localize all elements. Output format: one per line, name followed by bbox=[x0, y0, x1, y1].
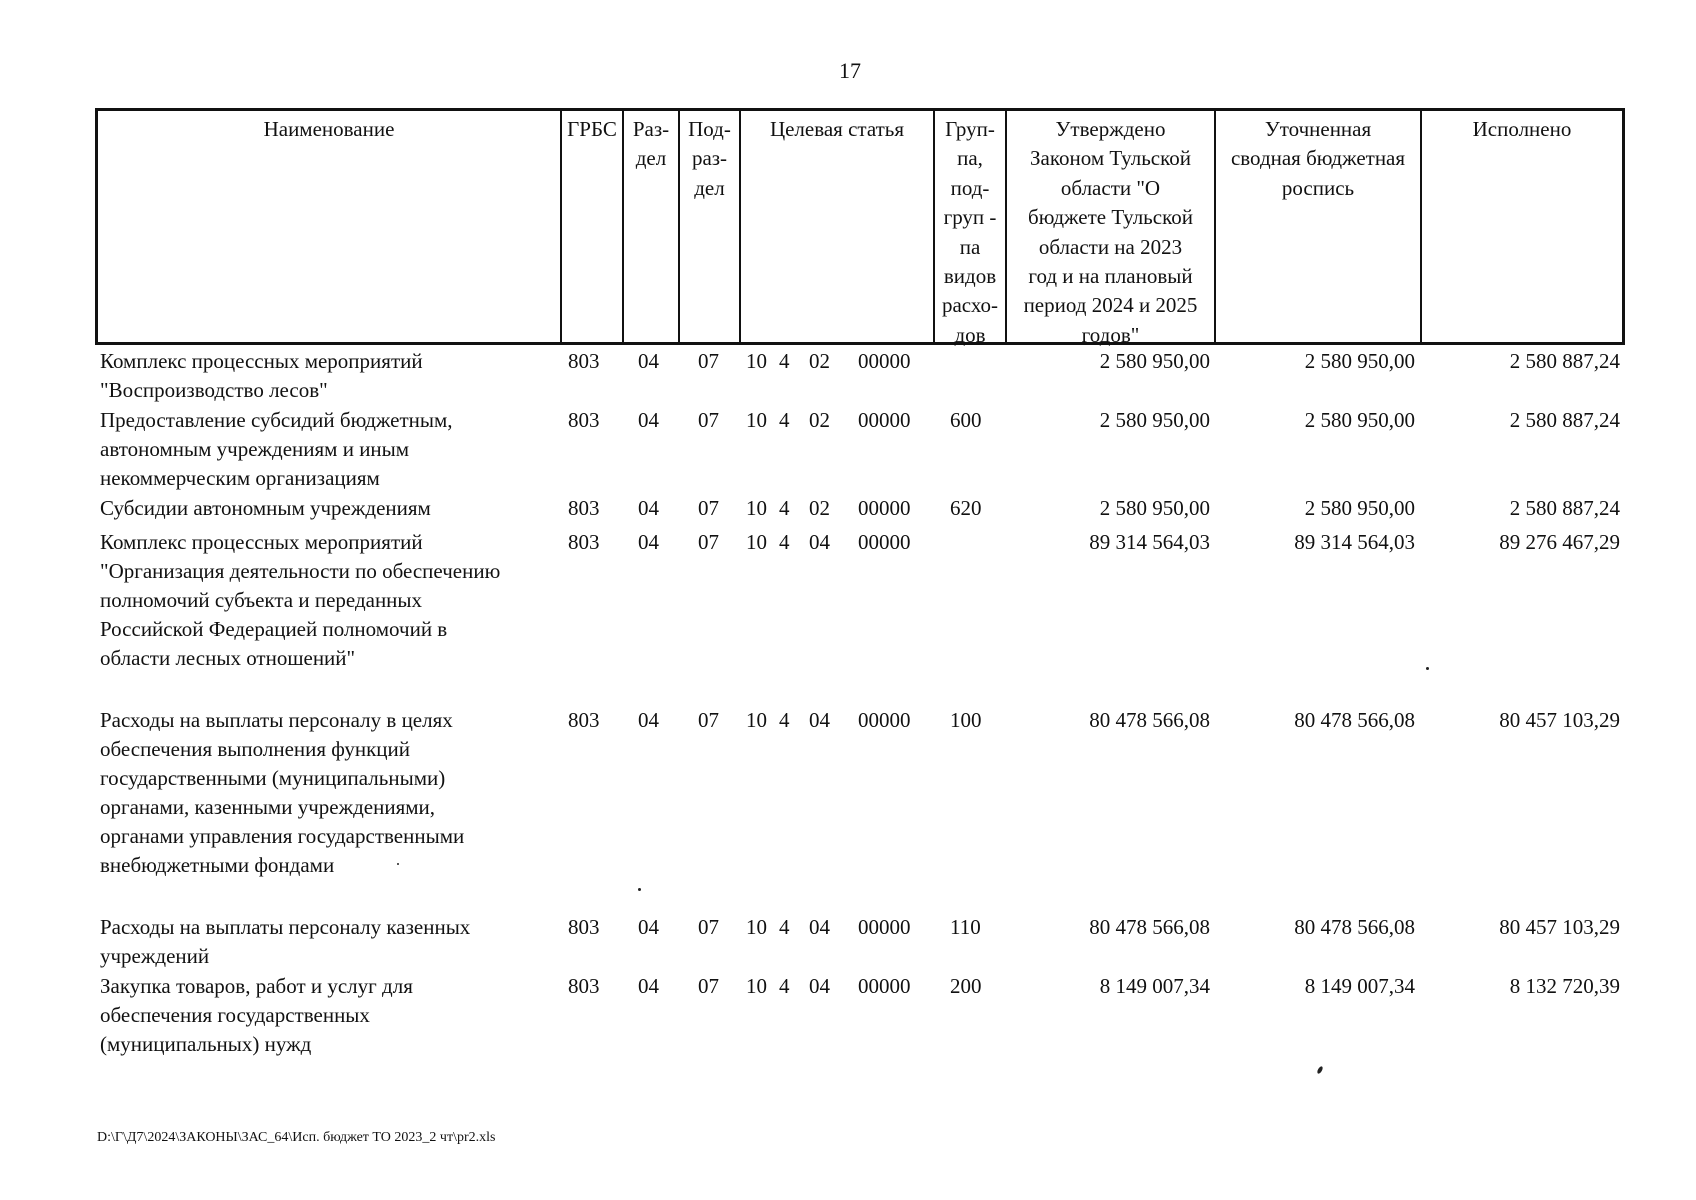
row-executed: 80 457 103,29 bbox=[1499, 708, 1620, 732]
row-razdel: 04 bbox=[638, 915, 659, 939]
header-target-line: Целевая статья bbox=[769, 117, 905, 141]
row-refined: 2 580 950,00 bbox=[1304, 408, 1415, 432]
row-vr: 200 bbox=[950, 974, 982, 998]
row-name-line: Расходы на выплаты персоналу казенных bbox=[100, 915, 471, 939]
header-approved-line: Утверждено bbox=[1055, 117, 1166, 141]
row-grbs: 803 bbox=[568, 915, 600, 939]
row-target-program: 10 bbox=[746, 915, 767, 939]
row-podrazdel: 07 bbox=[698, 915, 719, 939]
table-header bbox=[95, 108, 1625, 345]
row-podrazdel: 07 bbox=[698, 530, 719, 554]
row-grbs: 803 bbox=[568, 349, 600, 373]
header-vr-line: па, bbox=[957, 146, 983, 171]
row-target-main: 04 bbox=[809, 530, 830, 554]
row-name bbox=[100, 972, 570, 1059]
header-executed-line: Исполнено bbox=[1472, 117, 1572, 141]
header-refined-line: сводная бюджетная bbox=[1230, 146, 1406, 171]
row-name bbox=[100, 406, 570, 493]
row-name-line: государственными (муниципальными) bbox=[100, 766, 446, 790]
row-target-main: 04 bbox=[809, 708, 830, 732]
row-name bbox=[100, 528, 570, 673]
row-name-line: "Организация деятельности по обеспечению bbox=[100, 559, 501, 583]
row-executed: 8 132 720,39 bbox=[1509, 974, 1620, 998]
row-target-subprogram: 4 bbox=[779, 349, 790, 373]
header-vr-line: груп - bbox=[943, 205, 997, 230]
header-name bbox=[98, 111, 560, 342]
row-refined: 2 580 950,00 bbox=[1304, 349, 1415, 373]
row-name-line: Закупка товаров, работ и услуг для bbox=[100, 974, 413, 998]
header-podrazdel-line: Под- bbox=[688, 117, 731, 141]
row-refined: 2 580 950,00 bbox=[1304, 496, 1415, 520]
row-grbs: 803 bbox=[568, 708, 600, 732]
scan-speck bbox=[1316, 1066, 1323, 1075]
row-vr: 110 bbox=[950, 915, 981, 939]
row-refined: 80 478 566,08 bbox=[1294, 915, 1415, 939]
row-name-line: области лесных отношений" bbox=[100, 646, 356, 670]
row-target-main: 02 bbox=[809, 496, 830, 520]
row-target-subprogram: 4 bbox=[779, 974, 790, 998]
row-name-line: "Воспроизводство лесов" bbox=[100, 378, 328, 402]
row-approved: 80 478 566,08 bbox=[1089, 708, 1210, 732]
row-razdel: 04 bbox=[638, 974, 659, 998]
header-vr-line: Груп- bbox=[945, 117, 995, 141]
row-name-line: обеспечения государственных bbox=[100, 1003, 370, 1027]
row-grbs: 803 bbox=[568, 974, 600, 998]
row-name-line: учреждений bbox=[100, 944, 210, 968]
header-approved-line: период 2024 и 2025 bbox=[1023, 293, 1198, 318]
header-podrazdel-line: дел bbox=[694, 175, 725, 200]
row-target-main: 04 bbox=[809, 974, 830, 998]
row-approved: 89 314 564,03 bbox=[1089, 530, 1210, 554]
row-podrazdel: 07 bbox=[698, 408, 719, 432]
row-name bbox=[100, 347, 570, 405]
row-name-line: Комплекс процессных мероприятий bbox=[100, 349, 423, 373]
row-name-line: обеспечения выполнения функций bbox=[100, 737, 411, 761]
row-target-code: 00000 bbox=[858, 408, 911, 432]
header-vr-line: видов bbox=[943, 264, 997, 289]
row-target-program: 10 bbox=[746, 530, 767, 554]
row-executed: 89 276 467,29 bbox=[1499, 530, 1620, 554]
header-podrazdel-line: раз- bbox=[691, 146, 728, 171]
header-name-line: Наименование bbox=[263, 117, 395, 141]
row-name-line: некоммерческим организациям bbox=[100, 466, 380, 490]
header-approved-line: годов" bbox=[1081, 322, 1140, 347]
header-vr-line: расхо- bbox=[941, 293, 999, 318]
row-executed: 2 580 887,24 bbox=[1509, 496, 1620, 520]
row-vr: 100 bbox=[950, 708, 982, 732]
header-podrazdel bbox=[680, 111, 739, 342]
header-approved bbox=[1007, 111, 1214, 347]
row-approved: 2 580 950,00 bbox=[1099, 408, 1210, 432]
header-approved-line: Законом Тульской bbox=[1030, 146, 1191, 171]
header-grbs bbox=[562, 111, 622, 342]
row-executed: 2 580 887,24 bbox=[1509, 408, 1620, 432]
row-target-program: 10 bbox=[746, 408, 767, 432]
row-name bbox=[100, 913, 570, 971]
row-razdel: 04 bbox=[638, 408, 659, 432]
row-name-line: органами управления государственными bbox=[100, 824, 465, 848]
row-executed: 80 457 103,29 bbox=[1499, 915, 1620, 939]
row-target-program: 10 bbox=[746, 349, 767, 373]
row-target-program: 10 bbox=[746, 708, 767, 732]
row-target-code: 00000 bbox=[858, 496, 911, 520]
header-refined bbox=[1216, 111, 1420, 342]
file-path: D:\Г\Д7\2024\ЗАКОНЫ\ЗАС_64\Исп. бюджет ТО 2023_2 чт\pr2.xls bbox=[97, 1130, 496, 1145]
row-name-line: Комплекс процессных мероприятий bbox=[100, 530, 423, 554]
header-executed bbox=[1422, 111, 1622, 342]
row-name bbox=[100, 494, 570, 523]
row-grbs: 803 bbox=[568, 408, 600, 432]
row-vr: 600 bbox=[950, 408, 982, 432]
header-vr-line: па bbox=[959, 234, 981, 259]
row-refined: 8 149 007,34 bbox=[1304, 974, 1415, 998]
row-target-code: 00000 bbox=[858, 530, 911, 554]
row-razdel: 04 bbox=[638, 708, 659, 732]
row-approved: 2 580 950,00 bbox=[1099, 496, 1210, 520]
row-name-line: (муниципальных) нужд bbox=[100, 1032, 312, 1056]
row-target-program: 10 bbox=[746, 496, 767, 520]
header-vr-line: дов bbox=[954, 322, 986, 347]
scan-speck bbox=[638, 888, 641, 891]
row-refined: 89 314 564,03 bbox=[1294, 530, 1415, 554]
row-vr: 620 bbox=[950, 496, 982, 520]
row-podrazdel: 07 bbox=[698, 349, 719, 373]
row-name-line: Российской Федерацией полномочий в bbox=[100, 617, 448, 641]
header-approved-line: бюджете Тульской bbox=[1028, 205, 1193, 230]
row-target-program: 10 bbox=[746, 974, 767, 998]
header-grbs-line: ГРБС bbox=[567, 117, 617, 141]
row-name-line: автономным учреждениям и иным bbox=[100, 437, 410, 461]
row-target-main: 02 bbox=[809, 408, 830, 432]
header-vr bbox=[935, 111, 1005, 347]
header-vr-line: под- bbox=[950, 175, 990, 200]
row-grbs: 803 bbox=[568, 530, 600, 554]
row-name-line: Расходы на выплаты персоналу в целях bbox=[100, 708, 453, 732]
header-razdel-line: дел bbox=[635, 146, 667, 171]
header-razdel-line: Раз- bbox=[632, 117, 670, 141]
row-razdel: 04 bbox=[638, 496, 659, 520]
row-target-subprogram: 4 bbox=[779, 496, 790, 520]
header-approved-line: области "О bbox=[1060, 175, 1161, 200]
row-target-main: 04 bbox=[809, 915, 830, 939]
header-refined-line: Уточненная bbox=[1264, 117, 1372, 141]
row-grbs: 803 bbox=[568, 496, 600, 520]
row-approved: 80 478 566,08 bbox=[1089, 915, 1210, 939]
row-name-line: полномочий субъекта и переданных bbox=[100, 588, 423, 612]
header-target bbox=[741, 111, 933, 342]
row-target-subprogram: 4 bbox=[779, 408, 790, 432]
scan-speck bbox=[397, 863, 399, 865]
row-target-code: 00000 bbox=[858, 708, 911, 732]
row-razdel: 04 bbox=[638, 530, 659, 554]
row-target-main: 02 bbox=[809, 349, 830, 373]
row-name-line: органами, казенными учреждениями, bbox=[100, 795, 436, 819]
row-target-subprogram: 4 bbox=[779, 530, 790, 554]
header-razdel bbox=[624, 111, 678, 342]
row-name-line: внебюджетными фондами bbox=[100, 853, 335, 877]
row-podrazdel: 07 bbox=[698, 974, 719, 998]
row-target-code: 00000 bbox=[858, 974, 911, 998]
header-approved-line: области на 2023 bbox=[1038, 234, 1183, 259]
row-name-line: Предоставление субсидий бюджетным, bbox=[100, 408, 453, 432]
header-refined-line: роспись bbox=[1281, 175, 1355, 200]
row-target-code: 00000 bbox=[858, 915, 911, 939]
row-razdel: 04 bbox=[638, 349, 659, 373]
row-target-code: 00000 bbox=[858, 349, 911, 373]
row-name-line: Субсидии автономным учреждениям bbox=[100, 496, 431, 520]
row-refined: 80 478 566,08 bbox=[1294, 708, 1415, 732]
row-approved: 2 580 950,00 bbox=[1099, 349, 1210, 373]
row-approved: 8 149 007,34 bbox=[1099, 974, 1210, 998]
scan-speck bbox=[1426, 667, 1429, 670]
row-target-subprogram: 4 bbox=[779, 708, 790, 732]
row-podrazdel: 07 bbox=[698, 496, 719, 520]
header-approved-line: год и на плановый bbox=[1028, 264, 1193, 289]
row-executed: 2 580 887,24 bbox=[1509, 349, 1620, 373]
row-target-subprogram: 4 bbox=[779, 915, 790, 939]
row-name bbox=[100, 706, 570, 880]
row-podrazdel: 07 bbox=[698, 708, 719, 732]
page-number: 17 bbox=[839, 58, 861, 83]
